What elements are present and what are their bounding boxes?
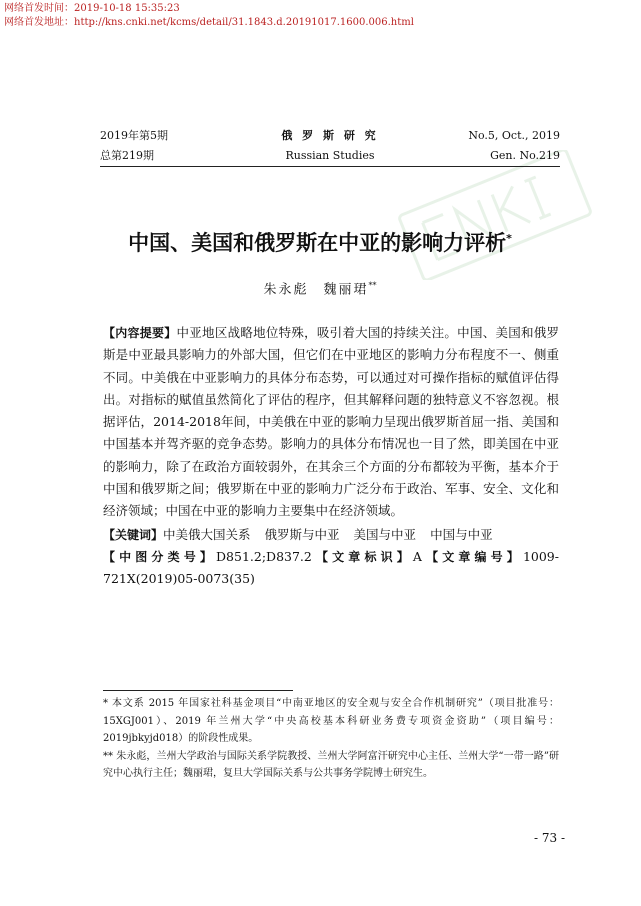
footnote-divider [103,690,293,691]
authors [60,276,580,300]
keyword-item: 俄罗斯与中亚 [264,526,340,542]
total-issue-label: 总第219期 [100,149,154,162]
footnotes [103,695,559,783]
author-footnote-mark: ** [368,281,377,290]
keywords-label: 【关键词】 [103,527,164,542]
article-no-label: 【文章编号】 [421,549,523,564]
page-number: - 73 - [533,831,565,845]
gen-no-label: Gen. No.219 [490,149,560,162]
clc-label: 【中图分类号】 [103,549,217,564]
clc-value: D851.2;D837.2 [216,548,312,564]
journal-name-en: Russian Studies [285,149,375,162]
author-names: 朱永彪 魏丽珺 [263,282,369,298]
keyword-item: 美国与中亚 [353,526,417,542]
publish-url-label: 网络首发地址： [4,17,74,28]
masthead-divider [100,166,560,167]
abstract [103,322,559,523]
masthead-row-2 [100,146,560,166]
title-footnote-mark: * [506,232,512,245]
abstract-text: 中亚地区战略地位特殊，吸引着大国的持续关注。中国、美国和俄罗斯是中亚最具影响力的外部大国，但它们在中亚地区的影响力分布程度不一、侧重不同。中美俄在中亚影响力的具体分布态势，可以通过对可操作指标的赋值评估得出。对指标的赋值虽然简化了评估的程序，但其解释问题的独特意义不容忽视。根据评估，2014-2018年间，中美俄在中亚的影响力呈现出俄罗斯首屈一指、美国和中国基本并驾齐驱的竞争态势。影响力的具体分布情况也一目了然，即美国在中亚的影响力，除了在政治方面较弱外，在其余三个方面的分布都较为平衡，基本介于中国和俄罗斯之间；俄罗斯在中亚的影响力广泛分布于政治、军事、安全、文化和经济领域；中国在中亚的影响力主要集中在经济领域。 [103,325,559,519]
doc-code-label: 【文章标识】 [311,549,413,564]
article-no-value: 1009-721X(2019)05-0073(35) [103,548,559,587]
publish-url-row [4,16,414,30]
keyword-item: 中美俄大国关系 [163,526,251,542]
publish-url-link[interactable]: http://kns.cnki.net/kcms/detail/31.1843.d.20191017.1600.006.html [74,17,414,28]
abstract-block [103,322,559,591]
abstract-label: 【内容提要】 [103,326,177,340]
online-first-info [4,2,414,30]
keywords [103,524,559,546]
cnki-watermark-logo [395,150,595,280]
article-title [60,224,580,258]
publish-time-label: 网络首发时间： [4,3,74,14]
keyword-item: 中国与中亚 [430,526,493,542]
journal-masthead [100,126,560,166]
doc-code-value: A [412,548,422,564]
footnote-authors: ** 朱永彪，兰州大学政治与国际关系学院教授、兰州大学阿富汗研究中心主任、兰州大学“一带一路”研究中心执行主任；魏丽珺，复旦大学国际关系与公共事务学院博士研究生。 [103,750,559,779]
publish-time: 2019-10-18 15:35:23 [74,3,180,14]
issue-label: 2019年第5期 [100,129,168,142]
footnote-funding: * 本文系 2015 年国家社科基金项目“中南亚地区的安全观与安全合作机制研究”（项目批准号：15XGJ001）、2019 年兰州大学“中央高校基本科研业务费专项资金资助”（项目编号：2019jbkyjd018）的阶段性成果。 [103,698,559,744]
masthead-row-1 [100,126,560,146]
publish-time-row [4,2,414,16]
article-title-text: 中国、美国和俄罗斯在中亚的影响力评析 [128,231,507,255]
classification-line [103,546,559,591]
journal-name-cn: 俄 罗 斯 研 究 [281,129,379,142]
issue-label-en: No.5, Oct., 2019 [468,129,560,142]
